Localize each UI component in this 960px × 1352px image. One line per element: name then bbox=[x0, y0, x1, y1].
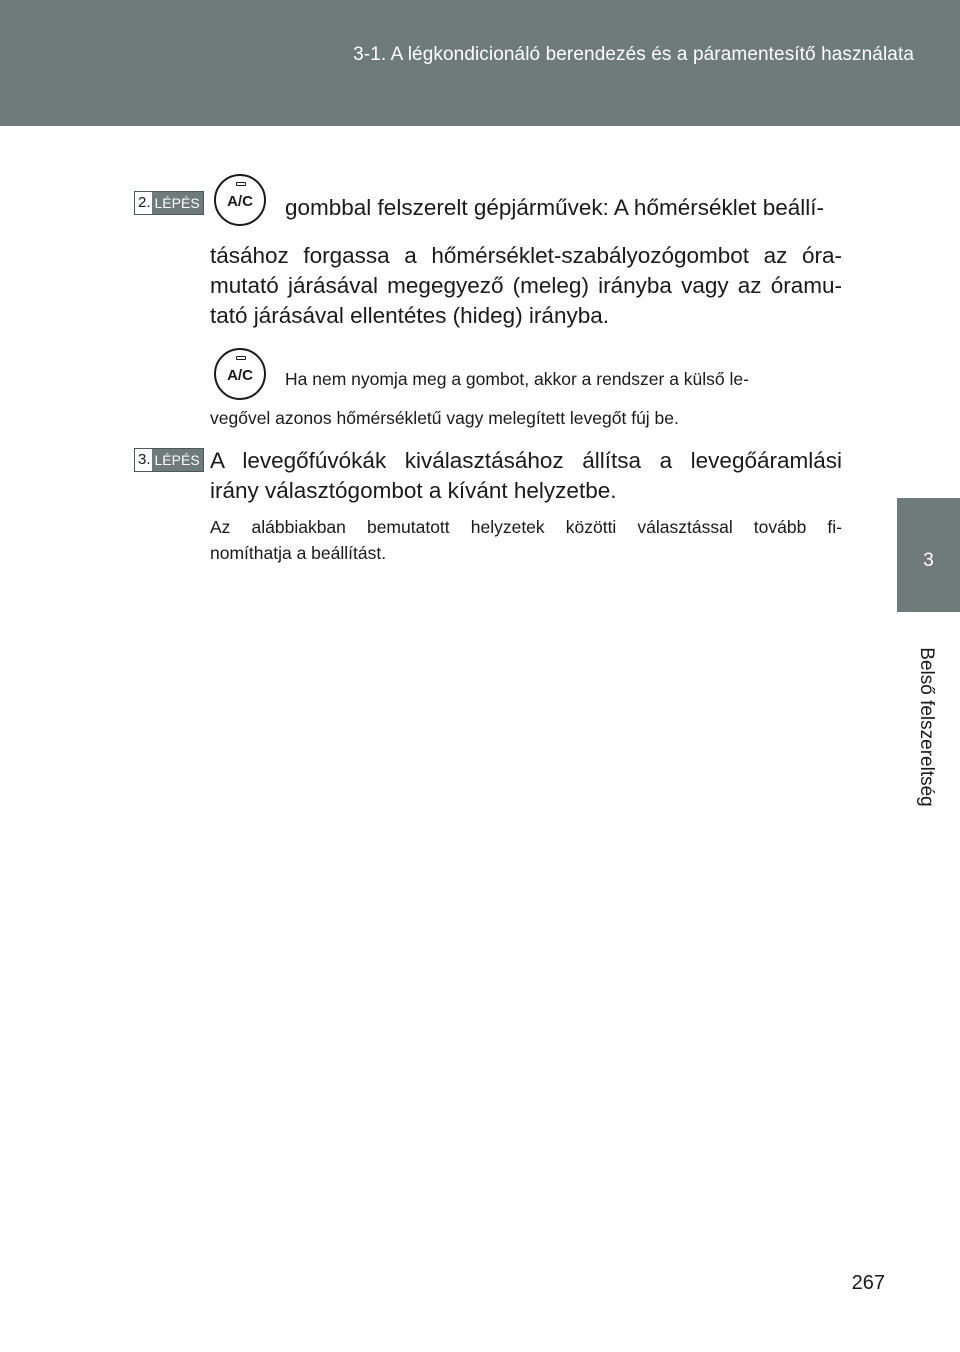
page-number: 267 bbox=[851, 1272, 885, 1294]
chapter-tab bbox=[897, 498, 960, 612]
note-line: vegővel azonos hőmérsékletű vagy melegített levegőt fúj be. bbox=[210, 408, 679, 428]
paragraph-line: mutató járásával megegyező (meleg) irányba vagy az óramu- bbox=[210, 273, 842, 298]
ac-icon-label: A/C bbox=[227, 367, 253, 384]
paragraph-line: tásához forgassa a hőmérséklet-szabályozógombot az óra- bbox=[210, 243, 842, 268]
section-title: 3-1. A légkondicionáló berendezés és a páramentesítő használata bbox=[353, 44, 914, 65]
ac-button-icon bbox=[214, 174, 266, 226]
step-badge-2 bbox=[134, 191, 204, 215]
step-badge-3 bbox=[134, 448, 204, 472]
indicator-light-icon bbox=[236, 182, 246, 186]
step-number: 3. bbox=[135, 449, 152, 471]
step-number: 2. bbox=[135, 192, 152, 214]
indicator-light-icon bbox=[236, 356, 246, 360]
header-bar bbox=[0, 0, 960, 126]
paragraph-line: gombbal felszerelt gépjárművek: A hőmérséklet beállí- bbox=[285, 195, 825, 220]
paragraph-line: tató járásával ellentétes (hideg) irányba. bbox=[210, 303, 609, 328]
paragraph-line: A levegőfúvókák kiválasztásához állítsa a levegőáramlási bbox=[210, 448, 842, 473]
step-word: LÉPÉS bbox=[152, 449, 203, 471]
ac-icon-label: A/C bbox=[227, 193, 253, 210]
note-line: Az alábbiakban bemutatott helyzetek közötti választással tovább fi- bbox=[210, 517, 842, 537]
chapter-number: 3 bbox=[923, 550, 934, 571]
step-word: LÉPÉS bbox=[152, 192, 203, 214]
note-line: Ha nem nyomja meg a gombot, akkor a rendszer a külső le- bbox=[285, 369, 749, 389]
chapter-label: Belső felszereltség bbox=[916, 647, 937, 807]
paragraph-line: irány választógombot a kívánt helyzetbe. bbox=[210, 478, 617, 503]
ac-button-icon bbox=[214, 348, 266, 400]
note-line: nomíthatja a beállítást. bbox=[210, 543, 387, 563]
